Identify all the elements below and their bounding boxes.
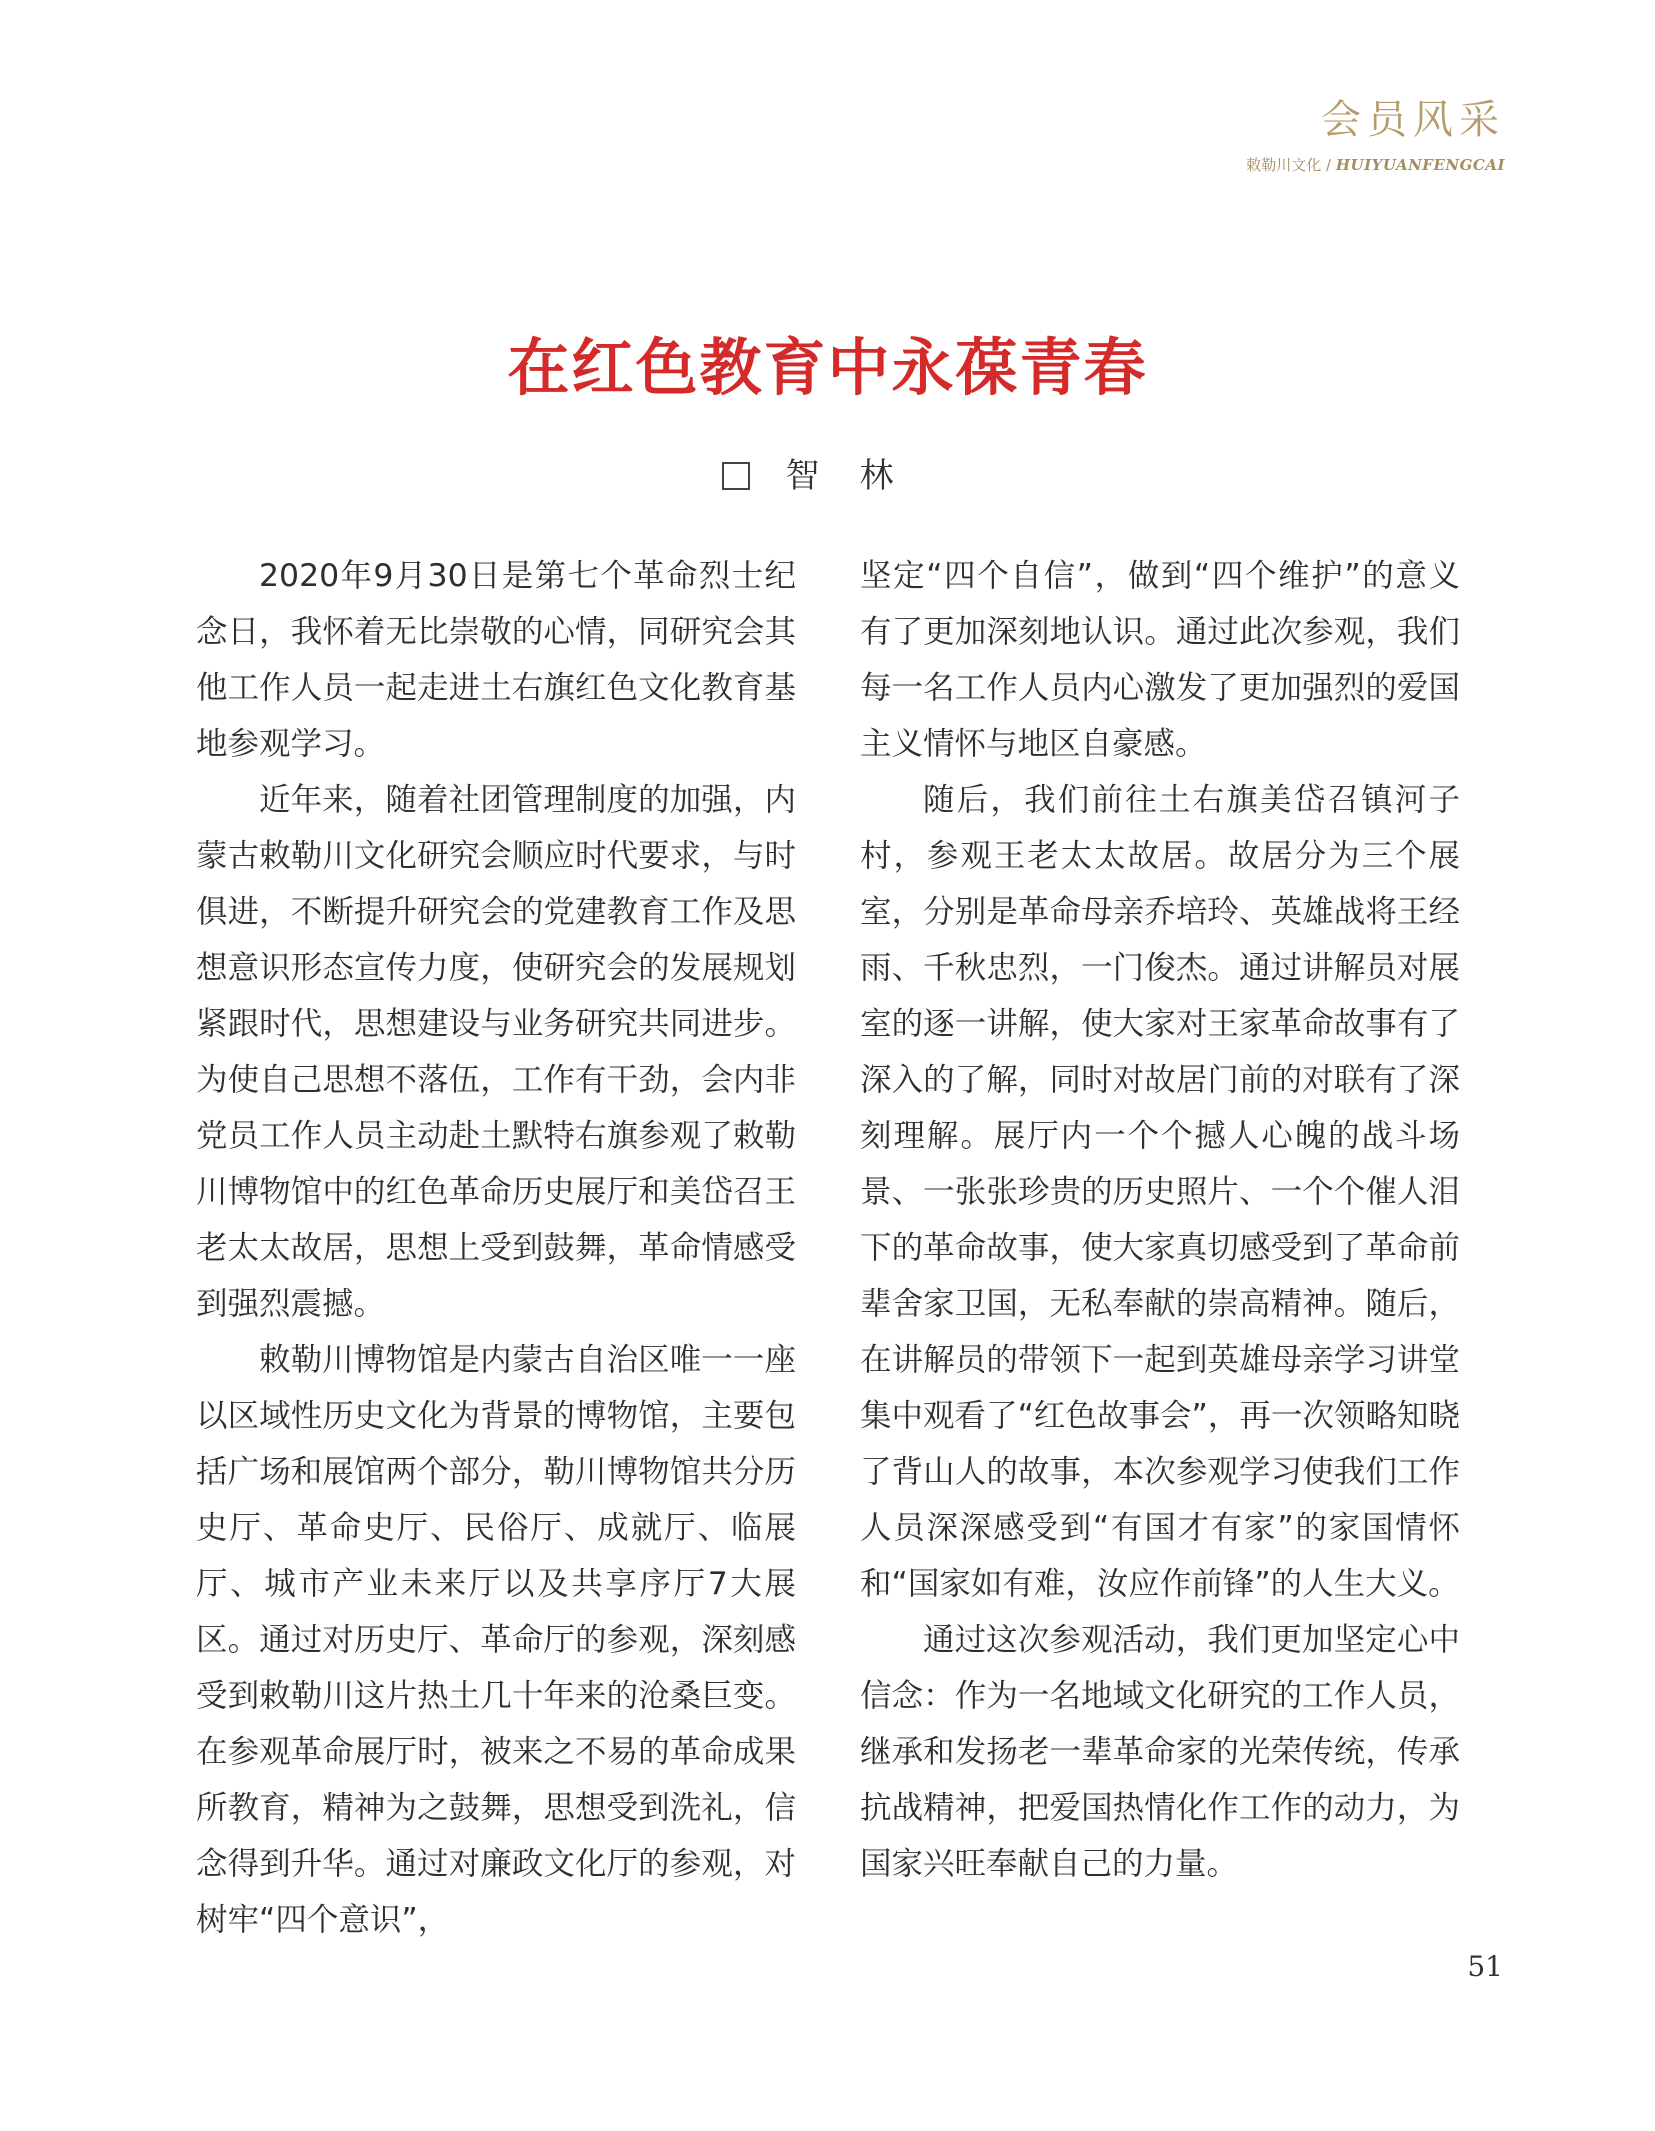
author-name: 智林	[785, 456, 934, 496]
paragraph: 随后，我们前往土右旗美岱召镇河子村，参观王老太太故居。故居分为三个展室，分别是革命母亲乔培玲、英雄战将王经雨、千秋忠烈，一门俊杰。通过讲解员对展室的逐一讲解，使大家对王家革命故事有了深入的了解，同时对故居门前的对联有了深刻理解。展厅内一个个撼人心魄的战斗场景、一张张珍贵的历史照片、一个个催人泪下的革命故事，使大家真切感受到了革命前辈舍家卫国，无私奉献的崇高精神。随后，在讲解员的带领下一起到英雄母亲学习讲堂集中观看了“红色故事会”，再一次领略知晓了背山人的故事，本次参观学习使我们工作人员深深感受到“有国才有家”的家国情怀和“国家如有难，汝应作前锋”的人生大义。	[860, 782, 1460, 1602]
page-number: 51	[1467, 1950, 1503, 1983]
section-title: 会员风采	[1321, 97, 1505, 143]
paragraph: 敕勒川博物馆是内蒙古自治区唯一一座以区域性历史文化为背景的博物馆，主要包括广场和展馆两个部分，勒川博物馆共分历史厅、革命史厅、民俗厅、成就厅、临展厅、城市产业未来厅以及共享序厅7大展区。通过对历史厅、革命厅的参观，深刻感受到敕勒川这片热土几十年来的沧桑巨变。在参观革命展厅时，被来之不易的革命成果所教育，精神为之鼓舞，思想受到洗礼，信念得到升华。通过对廉政文化厅的参观，对树牢“四个意识”，	[196, 1342, 796, 1938]
section-subtitle	[1246, 154, 1505, 175]
section-header	[1246, 97, 1505, 175]
section-subtitle-separator: /	[1326, 156, 1332, 174]
article-title: 在红色教育中永葆青春	[507, 331, 1148, 404]
paragraph: 通过这次参观活动，我们更加坚定心中信念：作为一名地域文化研究的工作人员，继承和发扬老一辈革命家的光荣传统，传承抗战精神，把爱国热情化作工作的动力，为国家兴旺奉献自己的力量。	[860, 1622, 1460, 1882]
article-column-left	[196, 548, 796, 1948]
article-column-right	[860, 548, 1460, 1892]
byline-box-icon	[722, 462, 750, 490]
section-subtitle-cn: 敕勒川文化	[1246, 156, 1322, 174]
article-byline	[0, 448, 1655, 497]
paragraph-continuation: 坚定“四个自信”，做到“四个维护”的意义有了更加深刻地认识。通过此次参观，我们每一名工作人员内心激发了更加强烈的爱国主义情怀与地区自豪感。	[860, 558, 1460, 762]
paragraph: 2020年9月30日是第七个革命烈士纪念日，我怀着无比崇敬的心情，同研究会其他工作人员一起走进土右旗红色文化教育基地参观学习。	[196, 558, 796, 762]
section-subtitle-en: HUIYUANFENGCAI	[1335, 156, 1505, 174]
paragraph: 近年来，随着社团管理制度的加强，内蒙古敕勒川文化研究会顺应时代要求，与时俱进，不断提升研究会的党建教育工作及思想意识形态宣传力度，使研究会的发展规划紧跟时代，思想建设与业务研究共同进步。为使自己思想不落伍，工作有干劲，会内非党员工作人员主动赴土默特右旗参观了敕勒川博物馆中的红色革命历史展厅和美岱召王老太太故居，思想上受到鼓舞，革命情感受到强烈震撼。	[196, 782, 796, 1322]
